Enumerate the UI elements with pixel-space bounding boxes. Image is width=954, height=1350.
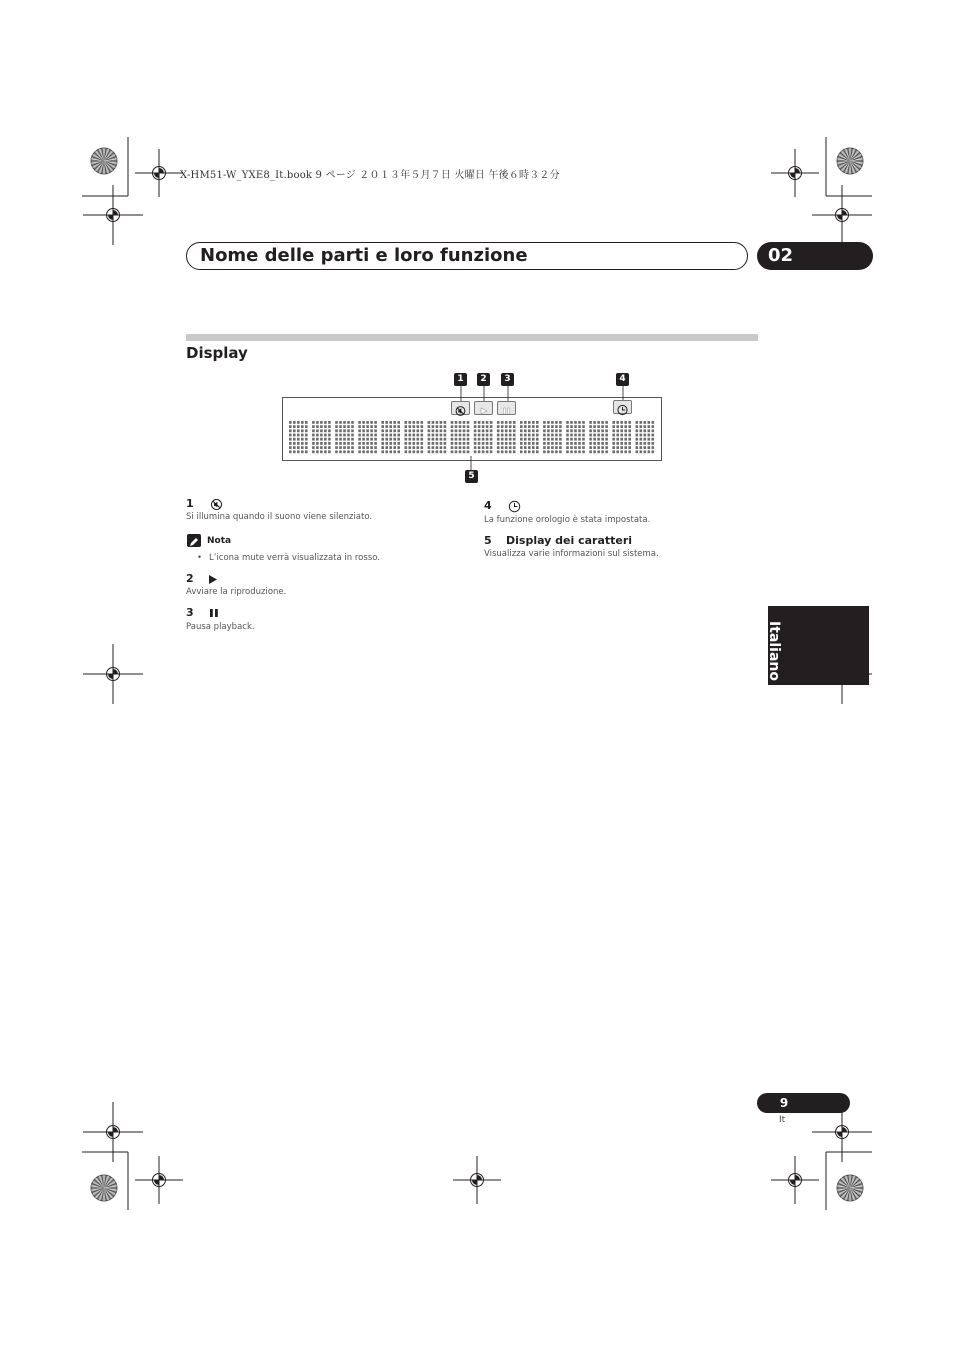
color-wheel-mark	[91, 148, 117, 174]
character-cell	[636, 421, 655, 453]
callout-1: 1	[454, 373, 467, 386]
item-3-number: 3	[186, 606, 194, 619]
character-cell	[428, 421, 447, 453]
pause-indicator	[497, 401, 516, 415]
color-wheel-mark	[837, 148, 863, 174]
page-language-code: It	[779, 1115, 786, 1125]
character-cell	[451, 421, 470, 453]
character-cell	[312, 421, 331, 453]
registration-mark	[771, 1156, 819, 1204]
section-rule	[186, 334, 758, 341]
language-tab-label: Italiano	[766, 621, 782, 681]
registration-mark	[453, 1156, 501, 1204]
item-4-description: La funzione orologio è stata impostata.	[484, 515, 651, 525]
file-header-line: X-HM51-W_YXE8_It.book 9 ページ ２０１３年５月７日 火曜日 午後６時３２分	[180, 170, 560, 181]
section-title: Display	[186, 344, 248, 362]
character-cell	[543, 421, 562, 453]
item-1-description: Si illumina quando il suono viene silenziato.	[186, 512, 373, 522]
registration-mark	[771, 149, 819, 197]
item-5-title: Display dei caratteri	[506, 534, 633, 547]
character-cell	[335, 421, 354, 453]
play-icon	[209, 575, 219, 584]
character-cell	[474, 421, 493, 453]
mute-indicator	[451, 401, 470, 415]
item-1-number: 1	[186, 497, 194, 510]
registration-mark	[83, 644, 143, 704]
character-cell	[589, 421, 608, 453]
registration-mark	[135, 1156, 183, 1204]
item-2-description: Avviare la riproduzione.	[186, 587, 287, 597]
clock-indicator	[613, 400, 632, 414]
language-tab-label-wrap	[766, 621, 804, 681]
registration-mark	[83, 1102, 143, 1162]
character-cell	[381, 421, 400, 453]
character-display-matrix	[288, 420, 658, 456]
character-cell	[566, 421, 585, 453]
registration-mark	[83, 185, 143, 245]
page-number: 9	[779, 1096, 789, 1110]
registration-mark	[812, 185, 872, 245]
item-3-description: Pausa playback.	[186, 622, 255, 632]
callout-2: 2	[477, 373, 490, 386]
mute-icon	[210, 498, 224, 511]
note-text: L’icona mute verrà visualizzata in rosso.	[209, 553, 380, 563]
callout-3: 3	[501, 373, 514, 386]
item-4-number: 4	[484, 499, 492, 512]
pause-icon	[498, 405, 515, 417]
character-cell	[612, 421, 631, 453]
registration-mark	[135, 149, 183, 197]
callout-4: 4	[616, 373, 629, 386]
chapter-title: Nome delle parti e loro funzione	[200, 245, 528, 266]
pause-icon	[210, 609, 219, 618]
character-cell	[405, 421, 424, 453]
item-5-description: Visualizza varie informazioni sul sistema.	[484, 549, 659, 559]
callout-5: 5	[465, 470, 478, 483]
character-cell	[358, 421, 377, 453]
color-wheel-mark	[837, 1175, 863, 1201]
item-2-number: 2	[186, 572, 194, 585]
note-bullet: •	[197, 553, 203, 563]
color-wheel-mark	[91, 1175, 117, 1201]
clock-icon	[614, 404, 631, 416]
play-icon	[475, 405, 492, 417]
character-cell	[289, 421, 308, 453]
note-label: Nota	[207, 536, 232, 546]
character-cell	[520, 421, 539, 453]
mute-icon	[452, 405, 469, 417]
chapter-number-badge: 02	[757, 242, 873, 270]
clock-icon	[508, 500, 522, 513]
item-5-number: 5	[484, 534, 492, 547]
character-cell	[497, 421, 516, 453]
note-icon	[187, 534, 201, 547]
play-indicator	[474, 401, 493, 415]
